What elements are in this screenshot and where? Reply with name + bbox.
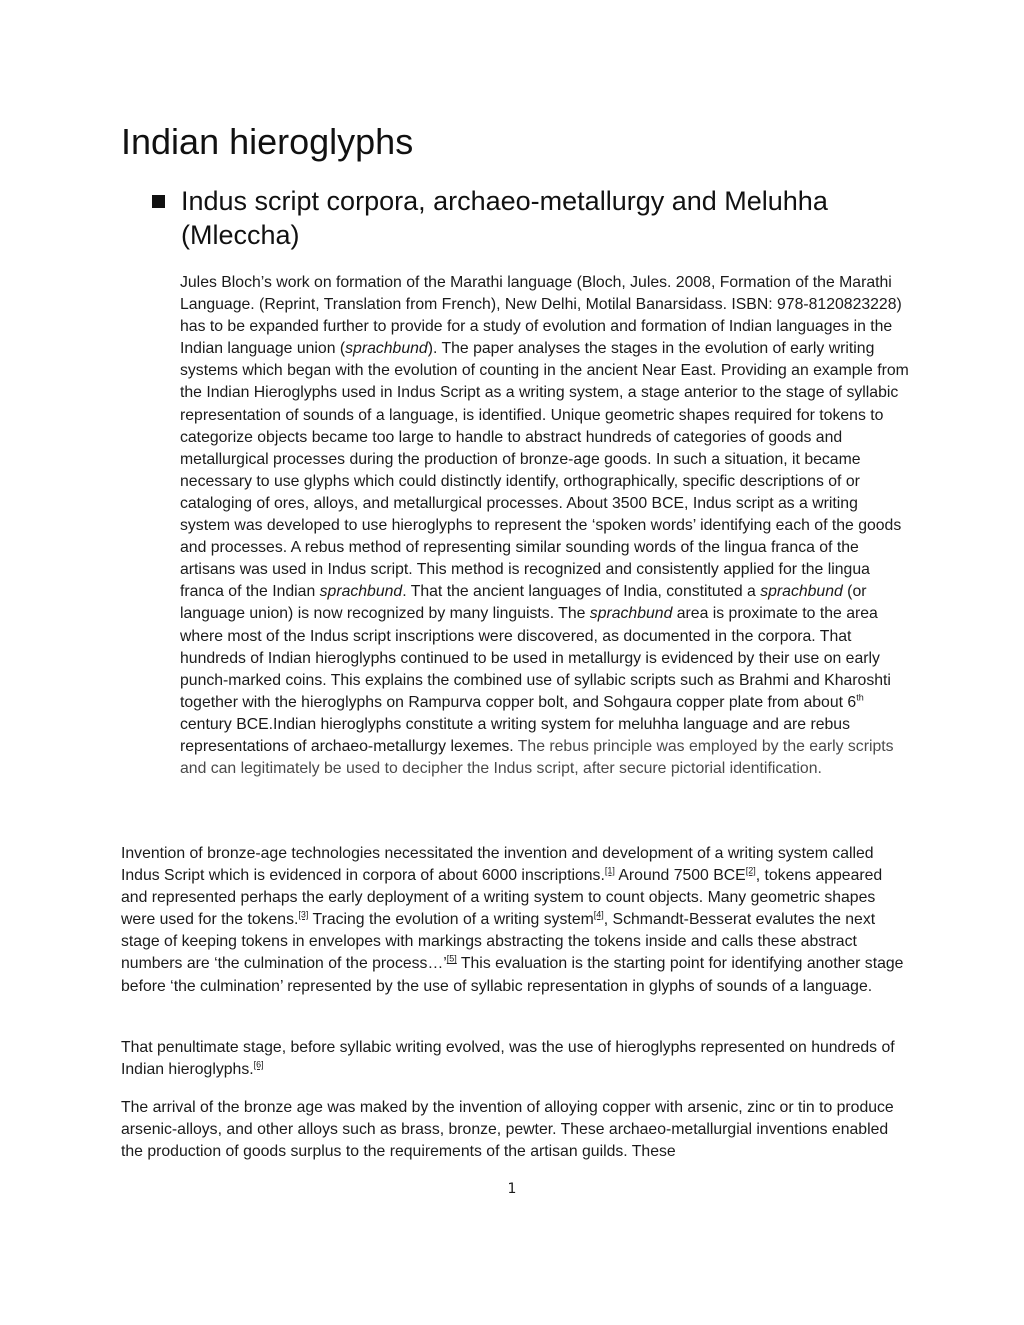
paragraph-text: That penultimate stage, before syllabic writing evolved, was the use of hieroglyphs represented on hundreds of Indian hieroglyphs. — [121, 1039, 895, 1079]
intro-text: area is proximate to the area where most of the Indus script inscriptions were discovered, as documented in the corpora. That hundreds of Indian hieroglyphs continued to be used in metallurgy is evidenced by their use on early punch-marked coins. This explains the combined use of syllabic scripts such as Brahmi and Kharoshti together with the hieroglyphs on Rampurva copper bolt, and Sohgaura copper plate from about 6 — [180, 605, 891, 711]
paragraph-text: Invention of bronze-age technologies necessitated the invention and development of a writing system called Indus Script which is evidenced in corpora of about 6000 inscriptions. — [121, 845, 874, 885]
intro-text: ). The paper analyses the stages in the evolution of early writing systems which began with the evolution of counting in the ancient Near East. Providing an example from the Indian Hieroglyphs used in Indus Script as a writing system, a stage anterior to the stage of syllabic representation of sounds of a language, is identified. Unique geometric shapes required for tokens to categorize objects became too large to handle to abstract hundreds of categories of goods and metallurgical processes during the production of bronze-age goods. In such a situation, it became necessary to use glyphs which could distinctly identify, orthographically, specific descriptions of or cataloging of ores, alloys, and metallurgical processes. About 3500 BCE, Indus script as a writing system was developed to use hieroglyphs to represent the ‘spoken words’ identifying each of the goods and processes. A rebus method of representing similar sounding words of the lingua franca of the artisans was used in Indus script. This method is recognized and consistently applied for the lingua franca of the Indian — [180, 340, 909, 601]
footnote-link-2[interactable]: [2] — [745, 865, 756, 876]
paragraph-text: Tracing the evolution of a writing system — [308, 911, 594, 929]
intro-emphasis: sprachbund — [589, 605, 673, 623]
intro-paragraph — [180, 272, 910, 780]
intro-text: . That the ancient languages of India, constituted a — [402, 583, 761, 601]
intro-emphasis: sprachbund — [345, 340, 428, 358]
section-heading-text: Indus script corpora, archaeo-metallurgy and Meluhha (Mleccha) — [181, 186, 828, 250]
footnote-link-1[interactable]: [1] — [604, 865, 615, 876]
body-paragraph-3: The arrival of the bronze age was maked by the invention of alloying copper with arsenic, zinc or tin to produce arsenic-alloys, and other alloys such as brass, bronze, pewter. These archaeo-metallurgial inventions enabled the production of goods surplus to the requirements of the artisan guilds. These — [121, 1099, 894, 1161]
body-paragraph-2 — [121, 1037, 911, 1081]
paragraph-text: This evaluation is the starting point for identifying another stage before ‘the culmination’ represented by the use of syllabic representation in glyphs of sounds of a language. — [121, 955, 904, 995]
paragraph-text: Around 7500 BCE — [614, 867, 746, 885]
paragraph-text: , Schmandt-Besserat evalutes the next stage of keeping tokens in envelopes with markings abstracting the tokens inside and calls these abstract numbers are ‘the culmination of the process…’ — [121, 911, 876, 973]
footnote-link-3[interactable]: [3] — [298, 910, 309, 921]
page-title: Indian hieroglyphs — [121, 121, 414, 162]
body-paragraph-1 — [121, 843, 911, 998]
square-bullet-icon — [152, 195, 165, 208]
page-number: 1 — [507, 1181, 517, 1197]
section-heading — [152, 184, 852, 252]
intro-text: (or language union) is now recognized by many linguists. The — [180, 583, 867, 623]
footnote-link-6[interactable]: [6] — [253, 1059, 264, 1070]
ordinal-superscript: th — [856, 692, 864, 703]
intro-emphasis: sprachbund — [760, 583, 843, 601]
paragraph-text: , tokens appeared and represented perhaps the early deployment of a writing system to count objects. Many geometric shapes were used for the tokens. — [121, 867, 883, 929]
intro-text: century BCE.Indian hieroglyphs constitute a writing system for meluhha language and are rebus representations of archaeo-metallurgy lexemes. — [180, 715, 850, 755]
intro-emphasis: sprachbund — [319, 583, 403, 601]
intro-text: Jules Bloch’s work on formation of the Marathi language (Bloch, Jules. 2008, Formation of the Marathi Language. (Reprint, Translation from French), New Delhi, Motilal Banarsidass. ISBN: 978-8120823228) has to be expanded further to provide for a study of evolution and formation of Indian languages in the Indian language union ( — [180, 274, 902, 358]
footnote-link-4[interactable]: [4] — [593, 910, 604, 921]
footnote-link-5[interactable]: [5] — [446, 954, 457, 965]
intro-grey-text: The rebus principle was employed by the early scripts and can legitimately be used to decipher the Indus script, after secure pictorial identification. — [180, 737, 894, 778]
